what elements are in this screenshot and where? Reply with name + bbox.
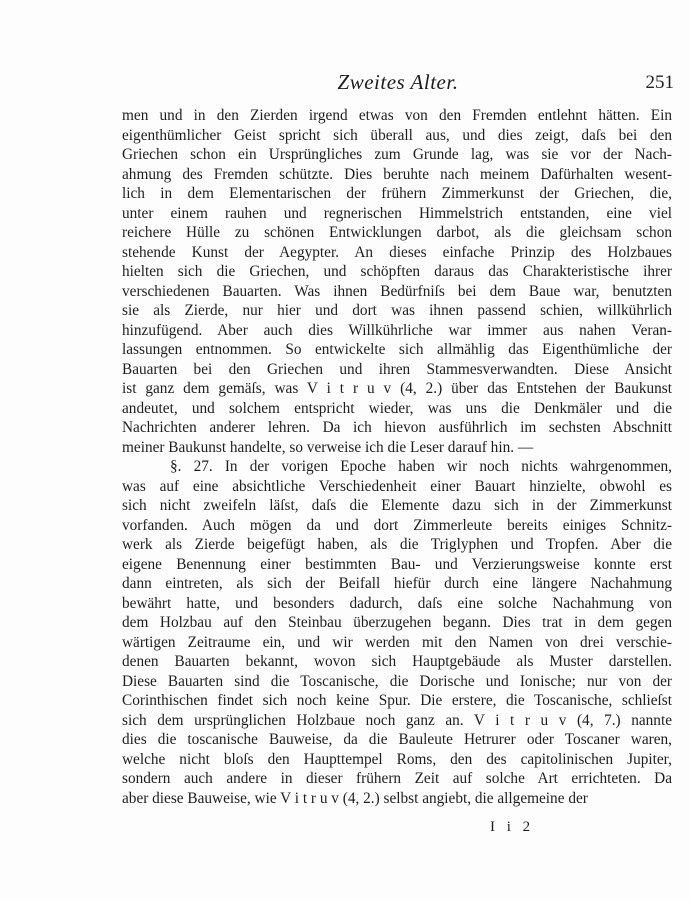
text-line: werk als Zierde beigefügt haben, als die Triglyphen und Tropfen. Aber die bbox=[122, 536, 672, 553]
text-line: welche nicht bloſs den Haupttempel Roms, den des capitolinischen Jupiter, bbox=[122, 750, 672, 768]
running-title: Zweites Alter. bbox=[337, 70, 459, 94]
text-line: men und in den Zierden irgend etwas von den Fremden entlehnt hätten. Ein bbox=[122, 107, 672, 124]
text-line: verschiedenen Bauarten. Was ihnen Bedürfniſs bei dem Baue war, benutzten bbox=[122, 282, 672, 300]
text-line: eigene Benennung einer bestimmten Bau- und Verzierungsweise konnte erst bbox=[122, 555, 672, 573]
text-line: vorfanden. Auch mögen da und dort Zimmerleute bereits einiges Schnitz- bbox=[122, 516, 672, 534]
text-line: dies die toscanische Bauweise, da die Bauleute Hetrurer oder Toscaner waren, bbox=[122, 731, 672, 748]
text-line: Bauarten bei den Griechen und ihren Stammesverwandten. Diese Ansicht bbox=[122, 360, 672, 378]
text-line: ahmung des Fremden schützte. Dies beruhte nach meinem Dafürhalten wesent- bbox=[122, 165, 672, 183]
text-line: aber diese Bauweise, wie V i t r u v (4, 2.) selbst angiebt, die allgemeine der bbox=[122, 789, 588, 807]
text-line: Nachrichten anderer lehren. Da ich hievon ausführlich im sechsten Abschnitt bbox=[122, 419, 672, 436]
text-line: bewährt hatte, und besonders dadurch, daſs eine solche Nachahmung von bbox=[122, 594, 672, 612]
text-line: unter einem rauhen und regnerischen Himmelstrich entstanden, eine viel bbox=[122, 204, 672, 222]
page-header bbox=[122, 70, 674, 96]
text-line: wärtigen Zeitraume ein, und wir werden mit den Namen von drei verschie- bbox=[122, 633, 672, 651]
text-line: eigenthümlicher Geist spricht sich überall aus, und dies zeigt, daſs bei den bbox=[122, 126, 672, 144]
text-line: sich nicht zweifeln läſst, daſs die Elemente dazu sich in der Zimmerkunst bbox=[122, 497, 672, 514]
text-line: Diese Bauarten sind die Toscanische, die Dorische und Ionische; nur von der bbox=[122, 672, 672, 690]
text-line: dem Holzbau auf den Steinbau überzugehen begann. Dies trat in dem gegen bbox=[122, 614, 672, 631]
text-line: hinzufügend. Aber auch dies Willkührliche war immer aus nahen Veran- bbox=[122, 321, 672, 339]
text-line: sie als Zierde, nur hier und dort was ihnen passend schien, willkührlich bbox=[122, 302, 672, 319]
text-line: Griechen schon ein Ursprüngliches zum Grunde lag, was sie vor der Nach- bbox=[122, 146, 672, 163]
page-number: 251 bbox=[645, 72, 674, 93]
text-line: hielten sich die Griechen, und schöpften daraus das Charakteristische ihrer bbox=[122, 263, 672, 280]
text-line: ist ganz dem gemäſs, was V i t r u v (4, 2.) über das Entstehen der Baukunst bbox=[122, 380, 672, 397]
text-line: sondern auch andere in dieser frühern Zeit auf solche Art errichteten. Da bbox=[122, 770, 672, 787]
text-line: stehende Kunst der Aegypter. An dieses einfache Prinzip des Holzbaues bbox=[122, 243, 672, 261]
paragraph bbox=[122, 457, 672, 808]
text-line: andeutet, und solchem entspricht wieder, was uns die Denkmäler und die bbox=[122, 399, 672, 417]
paragraph bbox=[122, 106, 672, 457]
text-line: §. 27. In der vorigen Epoche haben wir noch nichts wahrgenommen, bbox=[170, 458, 672, 475]
text-line: lich in dem Elementarischen der frühern Zimmerkunst der Griechen, die, bbox=[122, 185, 672, 202]
text-line: lassungen entnommen. So entwickelte sich allmählig das Eigenthümliche der bbox=[122, 341, 672, 358]
text-line: dann eintreten, als sich der Beifall hiefür durch eine längere Nachahmung bbox=[122, 575, 672, 592]
text-line: denen Bauarten bekannt, wovon sich Hauptgebäude als Muster darstellen. bbox=[122, 653, 672, 670]
body-text bbox=[122, 106, 672, 808]
text-line: meiner Baukunst handelte, so verweise ich die Leser darauf hin. — bbox=[122, 438, 534, 456]
text-line: reichere Hülle zu schönen Entwicklungen darbot, als die gleichsam schon bbox=[122, 224, 672, 241]
text-line: was auf eine absichtliche Verschiedenheit einer Bauart hinzielte, obwohl es bbox=[122, 477, 672, 495]
text-line: Corinthischen findet sich noch keine Spur. Die erstere, die Toscanische, schlieſst bbox=[122, 692, 672, 709]
text-line: sich dem ursprünglichen Holzbaue noch ganz an. V i t r u v (4, 7.) nannte bbox=[122, 711, 672, 729]
signature-mark: I i 2 bbox=[490, 819, 535, 835]
